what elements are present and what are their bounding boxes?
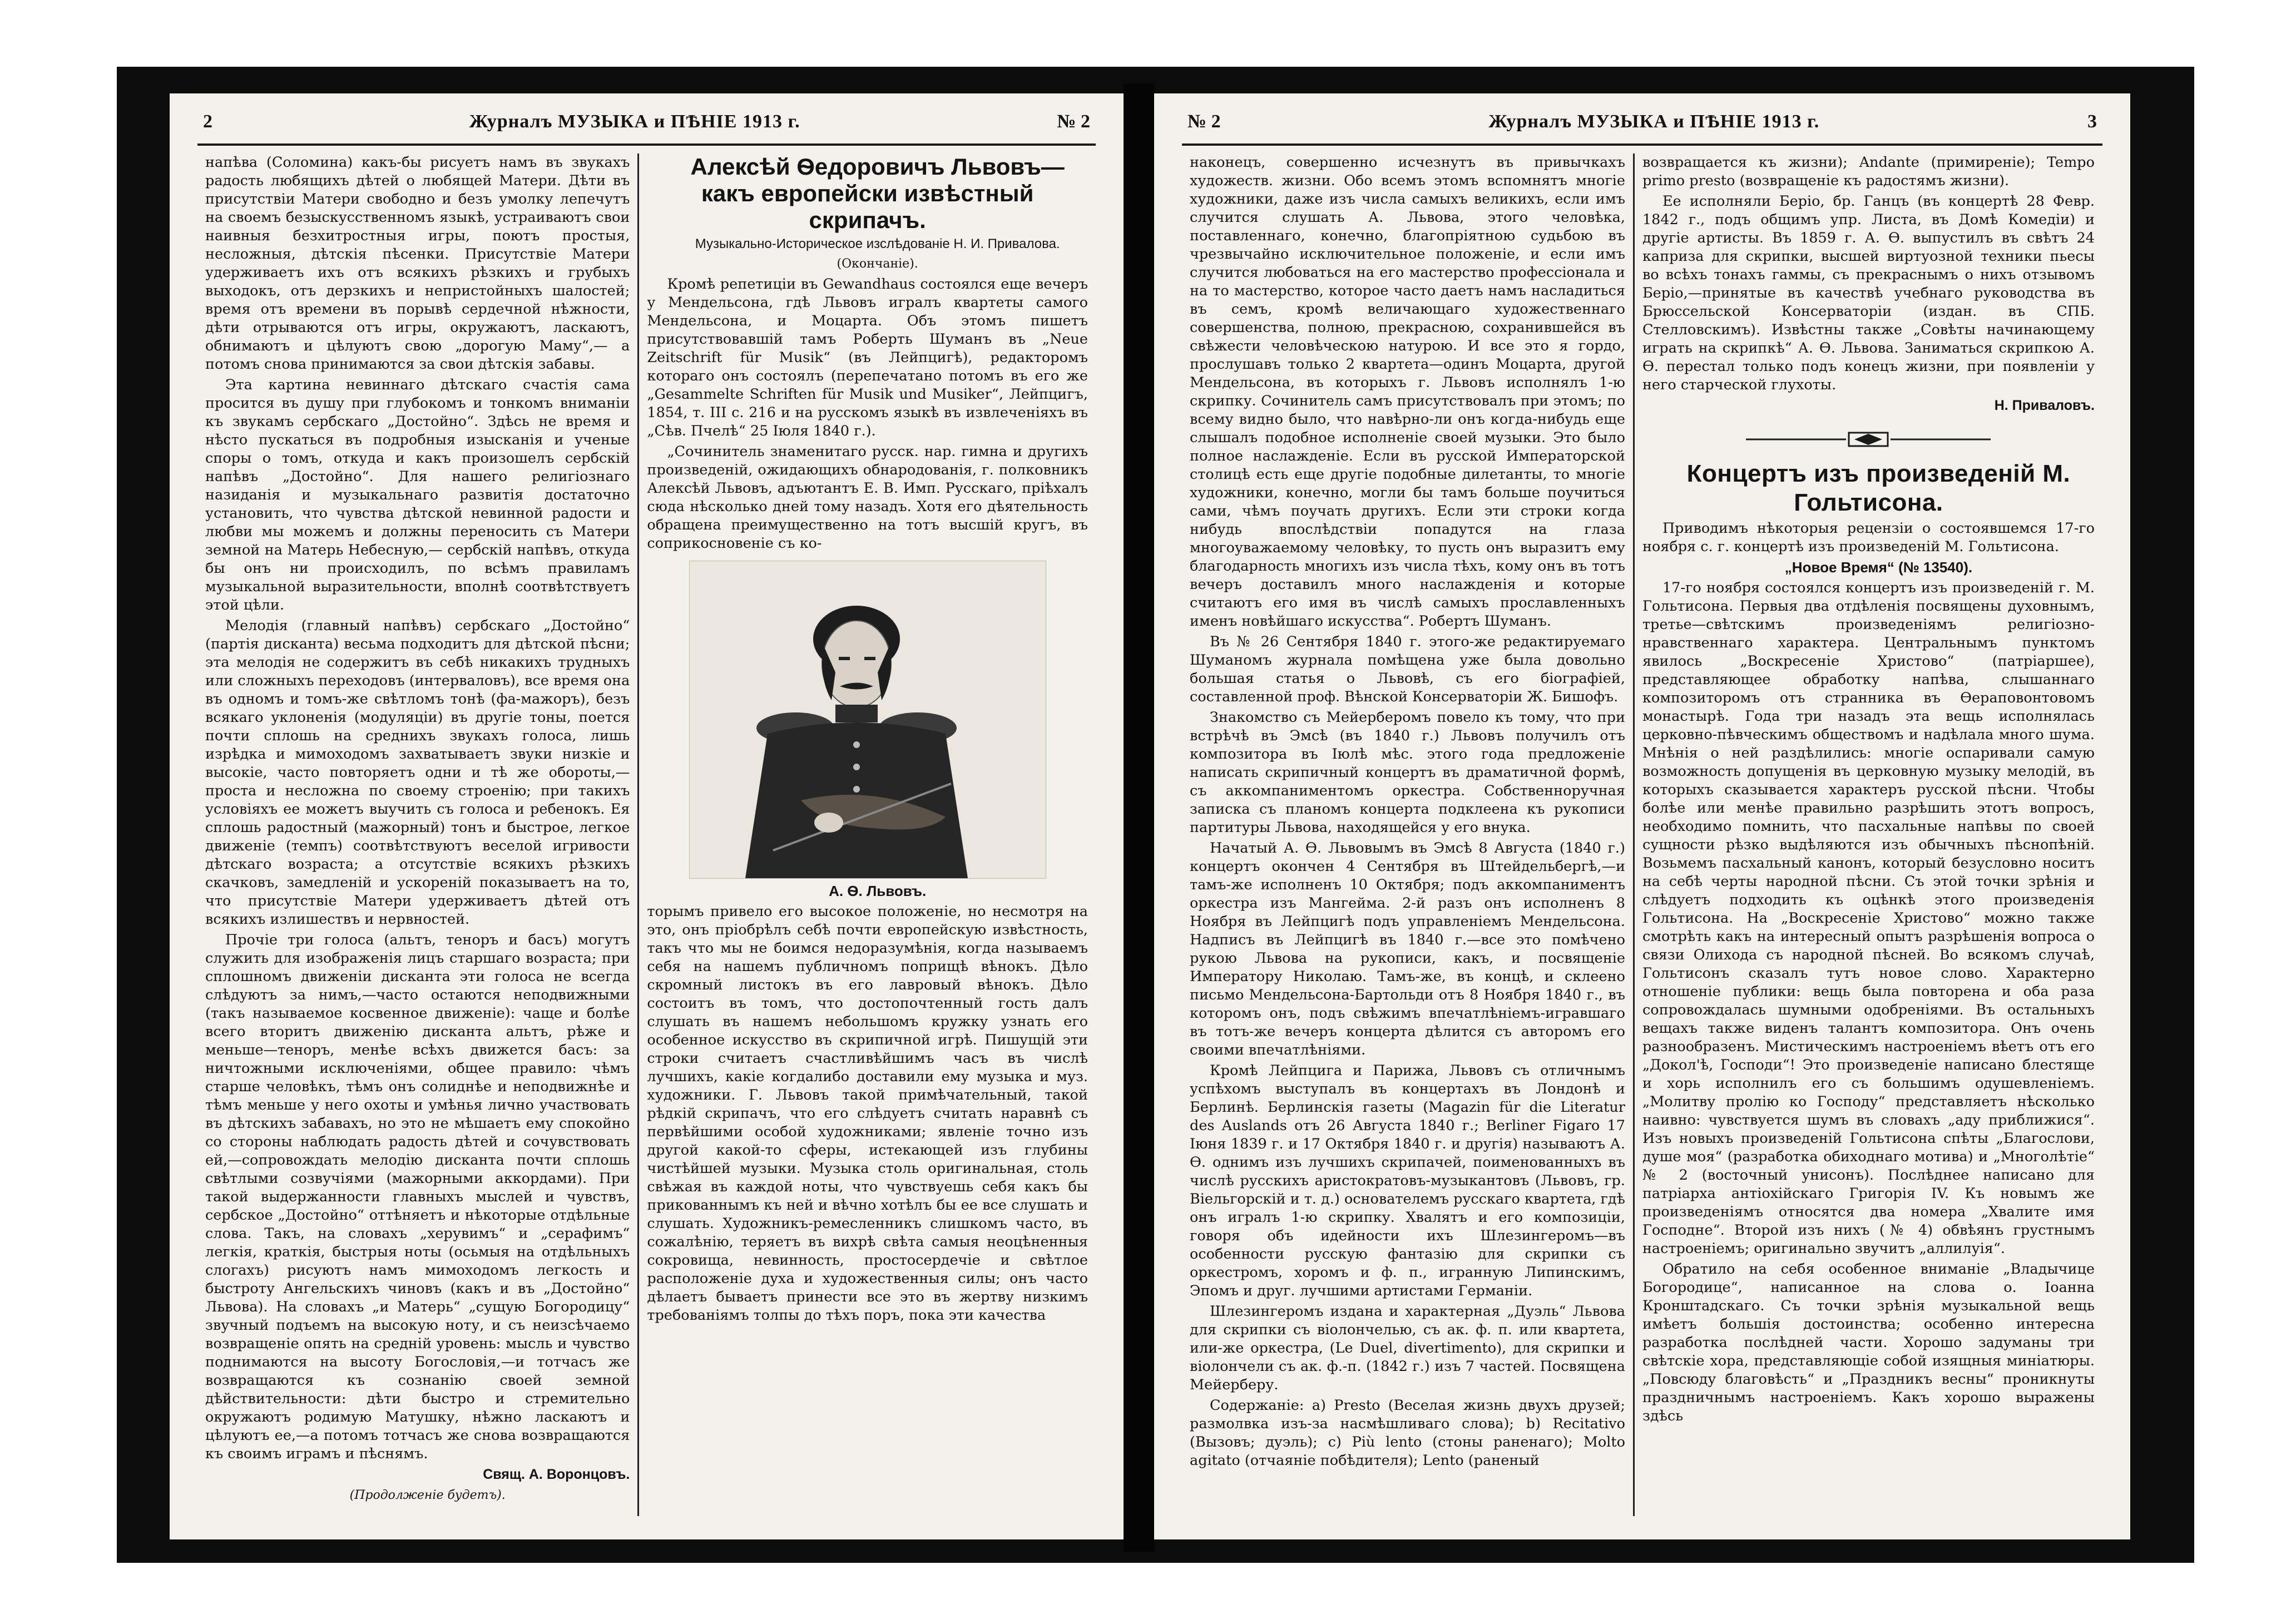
portrait-caption: А. Ѳ. Львовъ. bbox=[829, 883, 927, 899]
portrait-illustration bbox=[690, 561, 1046, 878]
intro-paragraph: Приводимъ нѣкоторыя рецензіи о состоявшемся 17-го ноября с. г. концертѣ изъ произведеній М. Гольтисона. bbox=[1642, 520, 2095, 555]
paragraph: наконецъ, совершенно исчезнутъ въ привычкахъ художеств. жизни. Обо всемъ этомъ вспомнятъ многіе художники, даже изъ числа самыхъ великихъ, если имъ случится слушать А. Львова, этого человѣка, поставленнаго, конечно, благопріятною судьбою въ чрезвычайно исключительное положеніе, и если имъ случится любоваться на его мастерство профессіонала и на то мастерство, которое часто даетъ намъ насладиться въ семъ, кромѣ величающаго художественнаго совершенства, полною, прекрасною, сохранившейся въ свѣжести человѣческою натурою. И все это я гордо, прослушавъ только 2 квартета—одинъ Моцарта, другой Мендельсона, въ которыхъ г. Львовъ исполнялъ 1-ю скрипку. Сочинитель самъ присутствовалъ при этомъ; по всему видно было, что навѣрно-ли онъ когда-нибудь еще слышалъ подобное исполненіе своей музыки. Это было полное наслажденіе. Если въ русской Императорской столицѣ есть еще другіе подобные дилетанты, то многіе художники, конечно, могли бы тамъ больше поучиться сами, чѣмъ поучать другихъ. Если эти строки когда нибудь впослѣдствіи попадутся на глаза многоуважаемому человѣку, то пусть онъ выразитъ ему благодарность многихъ изъ числа тѣхъ, кому онъ въ тотъ вечеръ доставилъ много наслажденія и которые считаютъ его имя въ числѣ самыхъ прославленныхъ именъ новѣйшаго искусства“. Робертъ Шуманъ. bbox=[1190, 154, 1625, 630]
paragraph: напѣва (Соломина) какъ-бы рисуетъ намъ въ звукахъ радость любящихъ дѣтей о любящей Матери. Дѣти въ присутствіи Матери свободно и безъ умолку лепечутъ на своемъ безыскусственномъ языкѣ, устраиваютъ свои наивныя безхитростныя игры, поютъ простыя, несложныя, дѣтскія пѣсенки. Присутствіе Матери удерживаетъ ихъ отъ всякихъ рѣзкихъ и грубыхъ выходокъ, отъ дерзкихъ и непристойныхъ шалостей; время отъ времени въ порывѣ сердечной нѣжности, дѣти отрываются отъ игры, окружаютъ, ласкаютъ, обнимаютъ и цѣлуютъ свою „дорогую Маму“,— а потомъ снова принимаются за свои дѣтскія забавы. bbox=[205, 154, 630, 373]
paragraph: Мелодія (главный напѣвъ) сербскаго „Достойно“ (партія дисканта) весьма подходитъ для дѣтской пѣсни; эта мелодія не содержитъ въ себѣ никакихъ трудныхъ или сложныхъ переходовъ (интерваловъ), все время она въ одномъ и томъ-же свѣтломъ тонѣ (фа-мажоръ), безъ всякаго уклоненія (модуляціи) въ другіе тоны, поется почти сплошь на среднихъ звукахъ голоса, лишь изрѣдка и мимоходомъ захватываетъ звуки низкіе и высокіе, часто повторяетъ одни и тѣ же обороты,—проста и несложна по своему строенію; при такихъ условіяхъ ее можетъ выучить съ голоса и ребенокъ. Ея сплошь радостный (мажорный) тонъ и быстрое, легкое движеніе (темпъ) соотвѣтствуютъ веселой игривости дѣтскаго возраста; а отсутствіе всякихъ рѣзкихъ скачковъ, замедленій и ускореній показываетъ на то, что присутствіе Матери удерживаетъ дѣтей отъ всякихъ излишествъ и нервностей. bbox=[205, 617, 630, 928]
paragraph: Эта картина невиннаго дѣтскаго счастія сама просится въ душу при глубокомъ и тонкомъ вниманіи къ звукамъ сербскаго „Достойно“. Здѣсь не время и нѣсто пускаться въ подробныя изысканія и ученые споры о томъ, откуда и какъ произошелъ сербскій напѣвъ „Достойно“. Для нашего религіознаго назиданія и музыкальнаго развитія достаточно установить, что чувства дѣтской невинной радости и любви мы можемъ и должны переносить съ Матери земной на Матерь Небесную,— сербскій напѣвъ, откуда бы онъ ни происходилъ, по всѣмъ правиламъ музыкальной выразительности, вполнѣ соотвѣтствуетъ этой цѣли. bbox=[205, 377, 630, 613]
issue-number: № 2 bbox=[1187, 111, 1221, 132]
paragraph: Содержаніе: a) Presto (Веселая жизнь двухъ друзей; размолвка изъ-за насмѣшливаго слова); b) Recitativo (Вызовъ; дуэль); c) Più lento (стоны раненаго); Molto agitato (отчаяніе побѣдителя); Lento (раненый bbox=[1190, 1397, 1625, 1469]
continued-note: (Продолженіе будетъ). bbox=[349, 1488, 506, 1502]
journal-title: Журналъ МУЗЫКА и ПѢНІЕ 1913 г. bbox=[1488, 111, 1820, 132]
right-column-1 bbox=[1182, 154, 1633, 1516]
paragraph: 17-го ноября состоялся концертъ изъ произведеній г. М. Гольтисона. Первыя два отдѣленія посвящены духовнымъ, третье—свѣтскимъ произведеніямъ религіозно-нравственнаго характера. Центральнымъ пунктомъ явилось „Воскресеніе Христово“ (патріаршее), представляющее обработку напѣва, слышаннаго композиторомъ отъ странника въ Ѳераповонтовомъ монастырѣ. Года три назадъ эта вещь исполнялась церковно-пѣвческимъ обществомъ и надѣлала много шума. Мнѣнія о ней раздѣлились: многіе оспаривали самую возможность допущенія въ церковную музыку мелодій, въ которыхъ сказывается характеръ русской пѣсни. Чтобы болѣе или менѣе правильно разрѣшить этотъ вопросъ, необходимо помнить, что пасхальные напѣвы по своей сущности рѣзко выдѣляются изъ обычныхъ пѣснопѣній. Возьмемъ пасхальный канонъ, который безусловно носитъ на себѣ черты народной пѣсни. Съ этой точки зрѣнія и слѣдуетъ подходить къ оцѣнкѣ этого произведенія Гольтисона. На „Воскресеніе Христово“ можно также смотрѣть какъ на интересный опытъ разрѣшенія вопроса о связи Олихода съ народной пѣсней. Во всякомъ случаѣ, Гольтисонъ сказалъ тутъ новое слово. Характерно отношеніе публики: вещь была повторена и оба раза сопровождалась шумными одобреніями. Въ остальныхъ вещахъ также виденъ талантъ композитора. Онъ очень разнообразенъ. Мистическимъ настроеніемъ вѣетъ отъ его „Докол'ѣ, Господи“! Это произведеніе написано блестяще и хорь исполнилъ его съ большимъ одушевленіемъ. „Молитву пролію ко Господу“ представляетъ нѣсколько наивно: чувствуется шумъ въ словахъ „аду приближися“. Изъ новыхъ произведеній Гольтисона спѣты „Благослови, душе моя“ (разработка обиходнаго мотива) и „Многолѣтіе“ № 2 (восточный унисонъ). Послѣднее написано для патріарха антіохійскаго Григорія IV. Къ новымъ же произведеніямъ относятся два номера „Хвалите имя Господне“. Второй изъ нихъ (№ 4) обвѣянъ грустнымъ настроеніемъ; оригинально звучитъ „аллилуія“. bbox=[1642, 580, 2095, 1257]
journal-title: Журналъ МУЗЫКА и ПѢНІЕ 1913 г. bbox=[469, 111, 800, 132]
page-gutter bbox=[1124, 83, 1154, 1552]
paragraph: „Сочинитель знаменитаго русск. нар. гимна и другихъ произведеній, ожидающихъ обнародованія, г. полковникъ Алексѣй Львовъ, адъютантъ Е. В. Имп. Русскаго, пріѣхалъ сюда нѣсколько дней тому назадъ. Хотя его дѣятельность обращена преимущественно на тотъ высшій кругъ, въ соприкосновеніе съ ко- bbox=[647, 443, 1088, 552]
issue-number: № 2 bbox=[1057, 111, 1090, 132]
paragraph: Кромѣ Лейпцига и Парижа, Львовъ съ отличнымъ успѣхомъ выступалъ въ концертахъ въ Лондонѣ и Берлинѣ. Берлинскія газеты (Magazin für die Literatur des Auslands отъ 26 Августа 1840 г.; Berliner Figaro 17 Іюня 1839 г. и 17 Октября 1840 г. и другія) называютъ А. Ѳ. однимъ изъ лучшихъ скрипачей, поименованныхъ въ числѣ русскихъ аристократовъ-музыкантовъ (Львовъ, гр. Віельгорскій и т. д.) основателемъ русскаго квартета, гдѣ онъ игралъ 1-ю скрипку. Хвалятъ и его композиціи, говоря объ идейности ихъ Шлезингеромъ—въ особенности русскую фантазію для скрипки съ оркестромъ, хоромъ и ф. п., игранную Липинскимъ, Эпомъ и друг. лучшими артистами Германіи. bbox=[1190, 1062, 1625, 1299]
paragraph: торымъ привело его высокое положеніе, но несмотря на это, онъ пріобрѣлъ себѣ почти европейскую извѣстность, такъ что мы не боимся недоразумѣнія, когда называемъ себя на нашемъ публичномъ поприщѣ вѣнокъ. Дѣло скромный листокъ въ его лавровый вѣнокъ. Дѣло состоитъ въ томъ, что достопочтенный гость далъ слушать въ нашемъ небольшомъ кружку узнать его особенное искусство въ скрипичной игрѣ. Пишущій эти строки считаетъ счастливѣйшимъ часъ въ числѣ лучшихъ, какіе когдалибо доставили ему музыка и муз. художники. Г. Львовъ такой примѣчательный, такой рѣдкій скрипачъ, что его слѣдуетъ считать наравнѣ съ первѣйшими особой художниками; явленіе точно изъ другой какой-то сферы, истекающей изъ глубины чистѣйшей музыки. Музыка столь оригинальная, столь свѣжая въ каждой ноты, что чувствуешь себя какъ бы прикованнымъ къ ней и вѣчно хотѣлъ бы ее все слушать и слушать. Художникъ-ремесленникъ слишкомъ часто, въ сожалѣнію, теряетъ въ вихрѣ свѣта самыя неоцѣненныя сокровища, невинность, простосердечіе и свѣтлое расположеніе духа и художественныя силы; онъ часто дѣлаетъ бываетъ принести все это въ жертву низкимъ требованіямъ толпы до тѣхъ поръ, пока эти качества bbox=[647, 903, 1088, 1324]
paragraph: Въ № 26 Сентября 1840 г. этого-же редактируемаго Шуманомъ журнала помѣщена уже была довольно большая статья о Львовѣ, съ его біографіей, составленной проф. Вѣнской Консерваторіи Ж. Бишофъ. bbox=[1190, 633, 1625, 705]
article-title: Алексѣй Ѳедоровичъ Львовъ—какъ европейски извѣстный скрипачъ. bbox=[690, 154, 1065, 233]
right-page-header bbox=[1182, 111, 2102, 146]
paragraph: Прочіе три голоса (альтъ, теноръ и басъ) могутъ служить для изображенія лицъ старшаго возраста; при сплошномъ движеніи дисканта эти голоса не всегда слѣдуютъ за нимъ,—часто остаются неподвижными (такъ называемое косвенное движеніе): чаще и болѣе всего вторитъ движенію дисканта альтъ, рѣже и меньше—теноръ, менѣе всѣхъ движется басъ: за ничтожными исключеніями, общее правило: чѣмъ старше человѣкъ, тѣмъ онъ солиднѣе и неподвижнѣе и тѣмъ меньше у него охоты и умѣнья лично участвовать въ дѣтскихъ забавахъ, но это не мѣшаетъ ему спокойно со стороны наблюдать радость дѣтей и сочувствовать ей,—сопровождать мелодію дисканта почти сплошь свѣтлыми созвучіями (мажорными аккордами). При такой выдержанности главныхъ мыслей и чувствъ, сербское „Достойно“ оттѣняетъ и нѣкоторые отдѣльные слова. Такъ, на словахъ „херувимъ“ и „серафимъ“ легкія, краткія, быстрыя ноты (осьмыя на отдѣльныхъ слогахъ) рисуютъ намъ мимоходомъ легкость и быстроту Ангельскихъ чиновъ (какъ и въ „Достойно“ Львова). На словахъ „и Матерь“ „сущую Богородицу“ звучный подъемъ на высокую ноту, и съ неизсѣчаемо возвращеніе опять на средній уровень: мысль и чувство поднимаются на высоту Богословія,—и тотчасъ же возвращаются къ сознанію своей земной дѣйствительности: дѣти быстро и стремительно окружаютъ родимую Матушку, нѣжно ласкаютъ и цѣлуютъ ее,—а потомъ тотчасъ же снова возвращаются къ своимъ играмъ и пѣснямъ. bbox=[205, 932, 630, 1462]
paragraph: Начатый А. Ѳ. Львовымъ въ Эмсѣ 8 Августа (1840 г.) концертъ окончен 4 Сентября въ Штейдельбергѣ,—и тамъ-же исполненъ 10 Октября; подъ аккомпаниментъ оркестра изъ Мангейма. 2-й разъ онъ исполненъ 8 Ноября въ Лейпцигѣ подъ управленіемъ Мендельсона. Надписъ въ Лейпцигѣ въ 1840 г.—все это помѣчено рукою Львова на рукописи, какъ, и посвященіе Императору Николаю. Тамъ-же, въ концѣ, и склеено письмо Мендельсона-Бартольди отъ 8 Ноября 1840 г., въ которомъ онъ, подъ свѣжимъ впечатлѣніемъ-игравшаго въ тотъ-же вечеръ концерта дѣлится съ авторомъ его своими впечатлѣніями. bbox=[1190, 840, 1625, 1058]
author-signature: Свящ. А. Воронцовъ. bbox=[483, 1467, 630, 1482]
article-subtitle: Музыкально-Историческое изслѣдованіе Н. И. Привалова. bbox=[695, 236, 1060, 251]
paragraph: Знакомство съ Мейерберомъ повело къ тому, что при встрѣчѣ въ Эмсѣ (въ 1840 г.) Львовъ получилъ отъ композитора въ Іюлѣ мѣс. этого года предложеніе написать скрипичный концертъ въ драматичной формѣ, съ аккомпаниментомъ оркестра. Собственноручная записка съ планомъ концерта подклеена къ рукописи партитуры Львова, находящейся у его внука. bbox=[1190, 709, 1625, 836]
ornament-divider bbox=[1740, 423, 1996, 456]
paragraph: Шлезингеромъ издана и характерная „Дуэль“ Львова для скрипки съ віолончелью, съ ак. ф. п. или квартета, или-же оркестра, (Le Duel, divertimento), для скрипки и віолончели съ ак. ф.-п. (1842 г.) изъ 7 частей. Посвящена Мейерберу. bbox=[1190, 1303, 1625, 1393]
left-column-1 bbox=[197, 154, 637, 1516]
left-page-header bbox=[197, 111, 1096, 146]
page-number: 2 bbox=[203, 111, 212, 132]
author-signature: Н. Приваловъ. bbox=[1994, 398, 2095, 413]
right-column-2 bbox=[1633, 154, 2102, 1516]
page-number: 3 bbox=[2087, 111, 2097, 132]
concert-article-title: Концертъ изъ произведеній М. Гольтисона. bbox=[1686, 460, 2071, 516]
paragraph: Обратило на себя особенное вниманіе „Владычице Богородице“, написанное на слова о. Іоанна Кронштадскаго. Съ точки зрѣнія музыкальной вещь имѣетъ большія достоинства; особенно интересна разработка послѣдней части. Хорошо задуманы три свѣтскіе хора, представляющіе собой изящныя миніатюры. „Повсюду благовѣсть“ и „Праздникъ весны“ проникнуты праздничнымъ настроеніемъ. Какъ хорошо выражены здѣсь bbox=[1642, 1261, 2095, 1424]
paragraph: возвращается къ жизни); Andante (примиреніе); Tempo primo presto (возвращеніе къ радостямъ жизни). bbox=[1642, 154, 2095, 189]
newspaper-name: „Новое Время“ (№ 13540). bbox=[1784, 559, 1973, 576]
paragraph: Кромѣ репетиціи въ Gewandhaus состоялся еще вечеръ у Мендельсона, гдѣ Львовъ игралъ квартеты самого Мендельсона, и Моцарта. Объ этомъ пишетъ присутствовавшій тамъ Роберть Шуманъ въ „Neue Zeitschrift für Musik“ (въ Лейпцигѣ), редакторомъ котораго онъ состоялъ (перепечатано потомъ въ его же „Gesammelte Schriften für Musik und Musiker“, Лейпцигъ, 1854, т. III с. 216 и на русскомъ языкѣ въ извлеченіяхъ въ „Сѣв. Пчелѣ“ 25 Іюля 1840 г.). bbox=[647, 276, 1088, 439]
right-page bbox=[1154, 93, 2130, 1539]
left-column-2 bbox=[637, 154, 1096, 1516]
paragraph: Ее исполняли Берiо, бр. Ганцъ (въ концертѣ 28 Февр. 1842 г., подъ общимъ упр. Листа, въ Домѣ Комедіи) и другіе артисты. Въ 1859 г. А. Ѳ. выпустилъ въ свѣтъ 24 каприза для скрипки, высшей виртуозной техники пьесы во всѣхъ тонахъ гаммы, съ прекраснымъ о нихъ отзывомъ Берiо,—принятые въ качествѣ учебнаго руководства въ Брюссельской Консерваторіи (издан. въ СПБ. Стелловскимъ). Извѣстны также „Совѣты начинающему играть на скрипкѣ“ А. Ѳ. Львова. Заниматься скрипкою А. Ѳ. перестал только подъ конецъ жизни, при появленіи у него старческой глухоты. bbox=[1642, 193, 2095, 393]
left-page bbox=[170, 93, 1124, 1539]
portrait-image bbox=[689, 561, 1046, 879]
ending-note: (Окончаніе). bbox=[837, 257, 918, 271]
